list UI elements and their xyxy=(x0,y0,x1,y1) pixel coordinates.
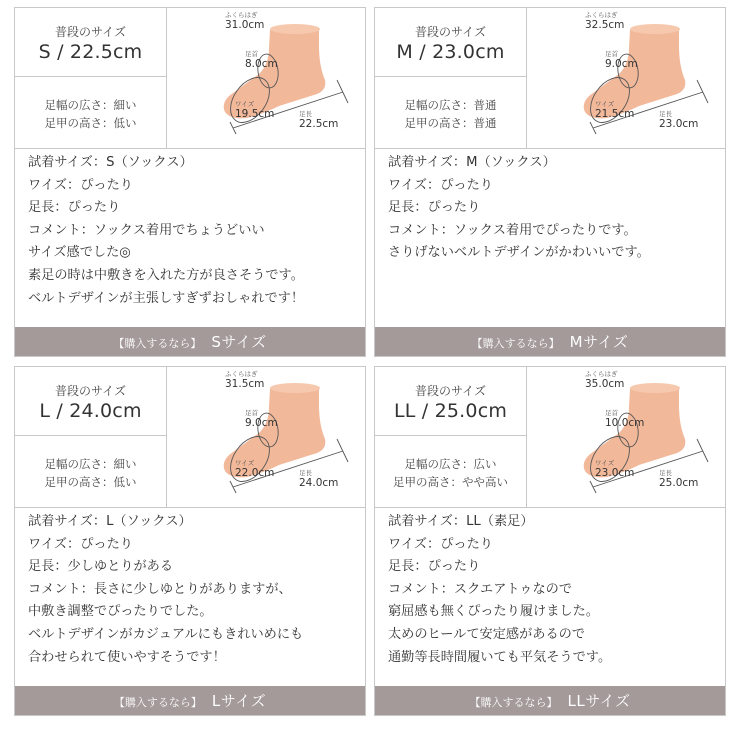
recommend-band xyxy=(375,327,725,356)
calf-value: 31.5cm xyxy=(225,378,265,390)
usual-size-box xyxy=(375,8,527,77)
review-card-ll xyxy=(374,366,726,716)
length-measure xyxy=(299,469,338,489)
recommend-prefix: 【購入するなら】 xyxy=(469,696,558,709)
review-line: 通勤等長時間履いても平気そうです。 xyxy=(388,649,612,665)
review-line: ワイズ：ぴったり xyxy=(388,177,493,193)
calf-measure xyxy=(225,370,264,390)
calf-measure xyxy=(225,11,264,31)
foot-shape-box xyxy=(375,77,527,148)
calf-label: ふくらはぎ xyxy=(585,11,618,19)
length-label: 足長 xyxy=(299,469,312,477)
calf-label: ふくらはぎ xyxy=(225,370,258,378)
wise-measure xyxy=(595,100,634,120)
length-value: 22.5cm xyxy=(299,118,339,130)
wise-label: ワイズ xyxy=(595,459,615,467)
review-line: さりげないベルトデザインがかわいいです。 xyxy=(388,245,650,261)
length-measure xyxy=(659,110,698,130)
foot-measurements xyxy=(527,367,725,507)
review-line: 足長：ぴったり xyxy=(388,559,481,575)
review-text xyxy=(388,511,718,669)
review-line: ベルトデザインが主張しすぎずおしゃれです！ xyxy=(28,290,305,306)
instep-height-text: 足甲の高さ：低い xyxy=(44,475,137,489)
foot-width-text: 足幅の広さ：普通 xyxy=(404,98,497,112)
usual-size-value: LL / 25.0cm xyxy=(393,400,508,422)
review-line: 太めのヒールて安定感があるので xyxy=(388,626,586,642)
length-label: 足長 xyxy=(299,110,312,118)
calf-measure xyxy=(585,11,624,31)
review-line: ワイズ：ぴったり xyxy=(388,536,493,552)
wise-label: ワイズ xyxy=(595,100,615,108)
wise-measure xyxy=(235,459,274,479)
length-measure xyxy=(299,110,338,130)
ankle-value: 9.0cm xyxy=(245,417,278,429)
foot-width-text: 足幅の広さ：細い xyxy=(44,457,137,471)
review-line: 中敷き調整でぴったりでした。 xyxy=(28,604,213,620)
length-label: 足長 xyxy=(659,469,672,477)
review-line: 窮屈感も無くぴったり履けました。 xyxy=(388,604,599,620)
recommend-prefix: 【購入するなら】 xyxy=(113,696,202,709)
ankle-measure xyxy=(605,409,644,429)
length-value: 25.0cm xyxy=(659,477,699,489)
ankle-value: 10.0cm xyxy=(605,417,645,429)
recommend-size: Lサイズ xyxy=(211,692,267,710)
review-line: 試着サイズ：S（ソックス） xyxy=(28,155,193,170)
wise-measure xyxy=(235,100,274,120)
review-line: コメント：ソックス着用でぴったりです。 xyxy=(388,222,637,238)
calf-measure xyxy=(585,370,624,390)
review-line: ベルトデザインがカジュアルにもきれいめにも xyxy=(28,626,304,642)
review-text xyxy=(28,152,358,310)
recommend-prefix: 【購入するなら】 xyxy=(113,337,202,350)
wise-label: ワイズ xyxy=(235,459,255,467)
usual-size-box xyxy=(15,367,167,436)
usual-size-value: M / 23.0cm xyxy=(396,41,505,63)
wise-value: 23.0cm xyxy=(595,467,635,479)
review-card-s xyxy=(14,7,366,357)
ankle-label: 足首 xyxy=(605,409,618,417)
wise-value: 21.5cm xyxy=(595,108,635,120)
calf-value: 35.0cm xyxy=(585,378,625,390)
review-card-m xyxy=(374,7,726,357)
ankle-label: 足首 xyxy=(605,50,618,58)
recommend-band xyxy=(15,327,365,356)
review-line: ワイズ：ぴったり xyxy=(28,536,133,552)
review-line: コメント：ソックス着用でちょうどいい xyxy=(28,222,265,238)
length-value: 24.0cm xyxy=(299,477,339,489)
wise-value: 19.5cm xyxy=(235,108,275,120)
usual-size-label: 普段のサイズ xyxy=(414,25,487,39)
review-line: 試着サイズ：M（ソックス） xyxy=(388,155,556,170)
ankle-value: 8.0cm xyxy=(245,58,278,70)
review-line: 合わせられて使いやすそうです！ xyxy=(28,649,226,665)
foot-shape-box xyxy=(375,436,527,507)
instep-height-text: 足甲の高さ：低い xyxy=(44,116,137,130)
ankle-measure xyxy=(245,50,278,70)
foot-shape-box xyxy=(15,77,167,148)
recommend-size: Mサイズ xyxy=(569,333,629,351)
review-line: 素足の時は中敷きを入れた方が良さそうです。 xyxy=(28,267,304,283)
usual-size-box xyxy=(15,8,167,77)
card-header xyxy=(15,367,365,508)
length-label: 足長 xyxy=(659,110,672,118)
review-line: 足長：ぴったり xyxy=(388,200,481,216)
calf-label: ふくらはぎ xyxy=(585,370,618,378)
calf-label: ふくらはぎ xyxy=(225,11,258,19)
calf-value: 32.5cm xyxy=(585,19,625,31)
card-header xyxy=(15,8,365,149)
card-header xyxy=(375,8,725,149)
length-value: 23.0cm xyxy=(659,118,699,130)
instep-height-text: 足甲の高さ：やや高い xyxy=(393,475,508,489)
ankle-measure xyxy=(245,409,278,429)
review-text xyxy=(388,152,718,265)
ankle-label: 足首 xyxy=(245,409,258,417)
wise-value: 22.0cm xyxy=(235,467,275,479)
card-header xyxy=(375,367,725,508)
length-measure xyxy=(659,469,698,489)
usual-size-box xyxy=(375,367,527,436)
review-line: コメント：スクエアトゥなので xyxy=(388,581,573,597)
review-card-l xyxy=(14,366,366,716)
ankle-label: 足首 xyxy=(245,50,258,58)
usual-size-label: 普段のサイズ xyxy=(54,384,127,398)
recommend-prefix: 【購入するなら】 xyxy=(471,337,560,350)
review-line: ワイズ：ぴったり xyxy=(28,177,133,193)
review-text xyxy=(28,511,358,669)
recommend-size: Sサイズ xyxy=(211,333,267,351)
instep-height-text: 足甲の高さ：普通 xyxy=(404,116,497,130)
calf-value: 31.0cm xyxy=(225,19,265,31)
review-line: 足長：ぴったり xyxy=(28,200,121,216)
foot-measurements xyxy=(527,8,725,148)
foot-width-text: 足幅の広さ：細い xyxy=(44,98,137,112)
usual-size-label: 普段のサイズ xyxy=(54,25,127,39)
foot-measurements xyxy=(167,8,365,148)
review-line: コメント：長さに少しゆとりがありますが、 xyxy=(28,581,292,597)
review-line: 足長：少しゆとりがある xyxy=(28,559,174,575)
wise-measure xyxy=(595,459,634,479)
wise-label: ワイズ xyxy=(235,100,255,108)
usual-size-value: S / 22.5cm xyxy=(38,41,143,63)
usual-size-value: L / 24.0cm xyxy=(39,400,142,422)
ankle-measure xyxy=(605,50,638,70)
foot-shape-box xyxy=(15,436,167,507)
recommend-size: LLサイズ xyxy=(567,692,631,710)
foot-measurements xyxy=(167,367,365,507)
recommend-band xyxy=(375,686,725,715)
review-line: サイズ感でした◎ xyxy=(28,245,131,261)
ankle-value: 9.0cm xyxy=(605,58,638,70)
review-line: 試着サイズ：L（ソックス） xyxy=(28,514,192,529)
foot-width-text: 足幅の広さ：広い xyxy=(404,457,497,471)
usual-size-label: 普段のサイズ xyxy=(414,384,487,398)
recommend-band xyxy=(15,686,365,715)
review-line: 試着サイズ：LL（素足） xyxy=(388,514,534,529)
